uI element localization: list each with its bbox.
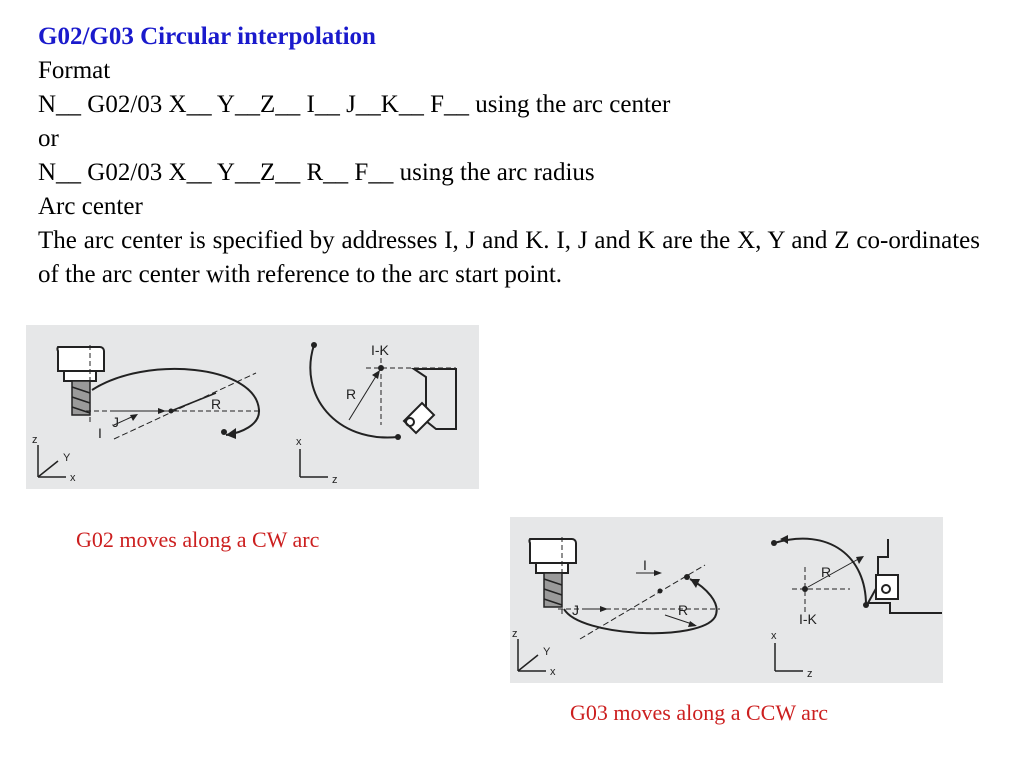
cw-arc-figure (26, 325, 479, 489)
ccw-caption: G03 moves along a CCW arc (570, 700, 829, 725)
ccw-mill-label-j: J (572, 602, 579, 618)
ccw-lathe-label-ik: I-K (799, 611, 817, 627)
ccw-tool-path (558, 565, 720, 639)
cw-lathe-axes (300, 449, 328, 477)
ccw-mill-axis-z: z (512, 628, 518, 640)
cw-arc-diagram (26, 325, 479, 489)
ccw-lathe-axis-z: z (807, 668, 813, 680)
ccw-lathe-axes (775, 643, 803, 671)
ccw-lathe-illustration (771, 535, 942, 613)
cw-lathe-label-r: R (346, 386, 357, 402)
ccw-lathe-axis-x: x (771, 630, 777, 642)
format-label: Format (38, 57, 111, 84)
cw-mill-axes (38, 445, 66, 477)
ccw-mill-axis-y: Y (543, 646, 551, 658)
cw-mill-label-i: I (98, 425, 102, 441)
cw-mill-axis-y: Y (63, 452, 71, 464)
or-label: or (38, 125, 59, 152)
cw-mill-label-j: J (112, 414, 119, 430)
cw-mill-axis-x: x (70, 472, 76, 484)
ccw-mill-axes (518, 639, 546, 671)
cw-lathe-axis-z: z (332, 474, 338, 486)
format-arc-center: N__ G02/03 X__ Y__Z__ I__ J__K__ F__ using the arc center (38, 91, 671, 118)
cw-lathe-axis-x: x (296, 436, 302, 448)
arc-center-heading: Arc center (38, 193, 143, 220)
cw-mill-axis-z: z (32, 434, 38, 446)
format-arc-radius: N__ G02/03 X__ Y__Z__ R__ F__ using the arc radius (38, 159, 595, 186)
cw-mill-label-r: R (211, 396, 222, 412)
arc-center-description: The arc center is specified by addresses I, J and K. I, J and K are the X, Y and Z co-ordinates of the arc center with reference to the arc start point. (38, 227, 980, 288)
cw-caption: G02 moves along a CW arc (76, 527, 320, 552)
end-mill-illustration (57, 345, 104, 425)
cw-lathe-label-ik: I-K (371, 342, 389, 358)
ccw-arc-figure (510, 517, 943, 683)
ccw-arc-diagram (510, 517, 943, 683)
text-content (38, 20, 988, 292)
ccw-mill-label-i: I (643, 557, 647, 573)
ccw-lathe-label-r: R (821, 564, 832, 580)
ccw-mill-axis-x: x (550, 666, 556, 678)
page-title: G02/G03 Circular interpolation (38, 23, 376, 50)
ccw-mill-label-r: R (678, 602, 689, 618)
end-mill-illustration (529, 537, 576, 617)
